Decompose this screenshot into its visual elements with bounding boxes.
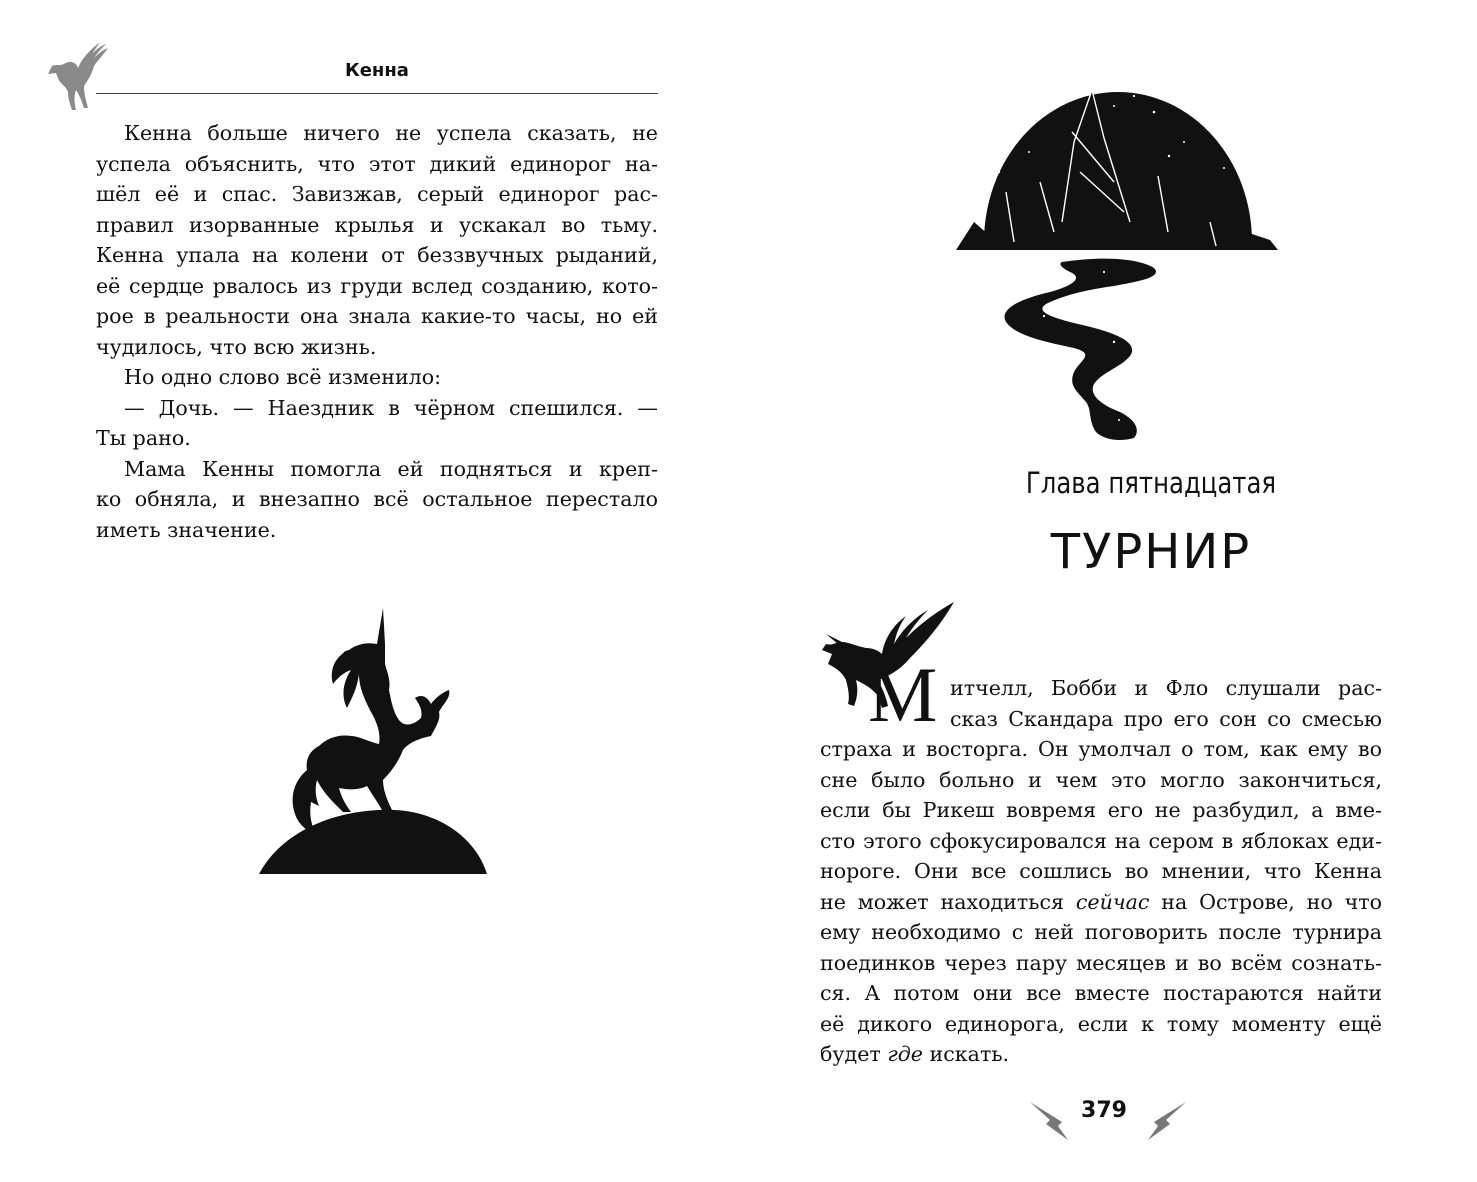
text-line: Ты рано. (96, 426, 191, 450)
left-page (0, 0, 738, 1182)
text-line: Мама Кенны помогла ей подняться и креп- (124, 456, 658, 481)
text-line: ко обняла, и внезапно всё остальное перестало (96, 487, 658, 511)
text-line: сто этого сфокусировался на сером в яблоках еди- (820, 828, 1382, 853)
text-line: сказ Скандара про его сон со смесью (950, 706, 1382, 731)
lightning-bolt-icon (1028, 1100, 1076, 1146)
chapter-label: Глава пятнадцатая (1025, 466, 1277, 500)
text-line: сне было больно и чем это могло закончиться, (820, 767, 1382, 792)
running-head: Кенна (345, 60, 409, 81)
text-line: иметь значение. (96, 517, 277, 542)
text-line: её сердце рвалось из груди вслед созданию, кото- (96, 273, 658, 298)
text-line: правил изорванные крылья и ускакал во тьму. (96, 212, 658, 237)
header-rule (96, 93, 658, 94)
text-line: Кенна больше ничего не успела сказать, не (124, 121, 658, 145)
text-line: её дикого единорога, если к тому моменту ещё (820, 1011, 1382, 1036)
page-number: 379 (1081, 1098, 1127, 1123)
text-line: ся. А потом они все вместе постараются найти (820, 981, 1382, 1005)
text-line: если бы Рикеш вовремя его не разбудил, а вме- (820, 798, 1382, 822)
text-line: чудилось, что всю жизнь. (96, 334, 377, 359)
text-line: ему необходимо с ней поговорить после турнира (820, 920, 1382, 944)
text-line (820, 887, 1382, 918)
mountain-river-illustration (954, 72, 1280, 442)
text-line (820, 1039, 1382, 1070)
text-line: Но одно слово всё изменило: (124, 365, 442, 389)
right-page (738, 0, 1477, 1182)
text-run: не может находиться (820, 889, 1076, 914)
text-line: нороге. Они все сошлись во мнении, что Кенна (820, 859, 1382, 883)
right-body-text (820, 673, 1382, 1070)
lightning-bolt-icon (1140, 1100, 1188, 1146)
chapter-title: ТУРНИР (1050, 524, 1252, 580)
text-run: будет (820, 1042, 888, 1066)
text-line: — Дочь. — Наездник в чёрном спешился. — (124, 395, 658, 420)
italic-word: где (887, 1042, 923, 1066)
text-run: искать. (922, 1042, 1010, 1066)
text-run: на Острове, но что (1149, 889, 1382, 914)
left-body-text (96, 118, 658, 545)
italic-word: сейчас (1075, 889, 1150, 914)
text-line: страха и восторга. Он умолчал о том, как ему во (820, 737, 1382, 761)
text-line: Кенна упала на колени от беззвучных рыданий, (96, 243, 658, 267)
text-line: итчелл, Бобби и Фло слушали рас- (950, 676, 1382, 700)
text-line: шёл её и спас. Завизжав, серый единорог рас- (96, 182, 658, 206)
text-line: успела объяснить, что этот дикий единорог на- (96, 151, 658, 176)
unicorn-illustration (255, 600, 491, 880)
text-line: рое в реальности она знала какие-то часы, но ей (96, 304, 658, 328)
text-line: поединков через пару месяцев и во всём сознать- (820, 950, 1382, 975)
drop-cap: М (868, 651, 938, 738)
